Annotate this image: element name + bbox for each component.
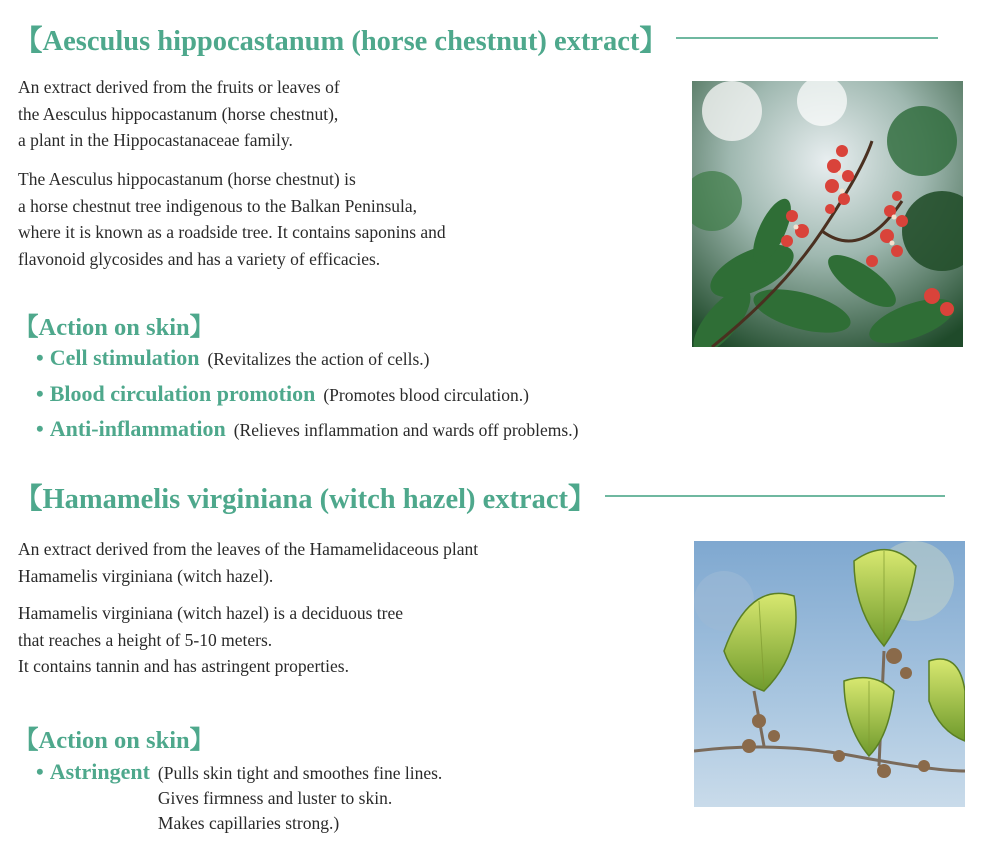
section-heading-witch-hazel <box>14 476 945 516</box>
section-heading-horse-chestnut <box>14 18 938 58</box>
action-on-skin-heading-2: 【Action on skin】 <box>14 727 215 754</box>
heading-rule <box>605 495 945 497</box>
action-description: (Revitalizes the action of cells.) <box>207 349 430 369</box>
list-item <box>36 345 578 381</box>
bullet-icon: • <box>36 380 44 406</box>
horse-chestnut-photo <box>692 81 963 347</box>
list-item <box>36 759 442 836</box>
action-name: Astringent <box>49 759 150 784</box>
heading-text: 【Aesculus hippocastanum (horse chestnut) extract】 <box>14 25 668 57</box>
action-description: (Promotes blood circulation.) <box>323 384 529 405</box>
horse-chestnut-description-2: The Aesculus hippocastanum (horse chestnut) is a horse chestnut tree indigenous to the Balkan Peninsula, where it is known as a roadside tree. It contains saponins and flavonoid glycosides and has a variety of efficacies. <box>18 169 446 269</box>
witch-hazel-description-1: An extract derived from the leaves of the Hamamelidaceous plant Hamamelis virginiana (witch hazel). <box>18 539 479 586</box>
action-list-horse-chestnut <box>36 345 578 452</box>
bullet-icon: • <box>36 759 44 784</box>
action-name: Cell stimulation <box>49 345 200 370</box>
action-on-skin-heading-1: 【Action on skin】 <box>14 314 215 341</box>
heading-text: 【Hamamelis virginiana (witch hazel) extract】 <box>14 483 597 515</box>
action-list-witch-hazel <box>36 759 442 836</box>
bullet-icon: • <box>36 416 44 441</box>
action-name: Blood circulation promotion <box>49 380 316 406</box>
list-item <box>36 381 578 417</box>
witch-hazel-description-2: Hamamelis virginiana (witch hazel) is a deciduous tree that reaches a height of 5-10 meters. It contains tannin and has astringent properties. <box>18 603 404 676</box>
action-description: (Pulls skin tight and smoothes fine lines. Gives firmness and luster to skin. Makes capillaries strong.) <box>157 763 443 833</box>
list-item <box>36 416 578 452</box>
bullet-icon: • <box>36 345 44 370</box>
action-name: Anti-inflammation <box>49 416 226 441</box>
action-description: (Relieves inflammation and wards off problems.) <box>233 420 579 440</box>
witch-hazel-photo <box>694 541 965 807</box>
heading-rule <box>676 37 938 39</box>
horse-chestnut-description-1: An extract derived from the fruits or leaves of the Aesculus hippocastanum (horse chestnut), a plant in the Hippocastanaceae family. <box>18 77 340 150</box>
